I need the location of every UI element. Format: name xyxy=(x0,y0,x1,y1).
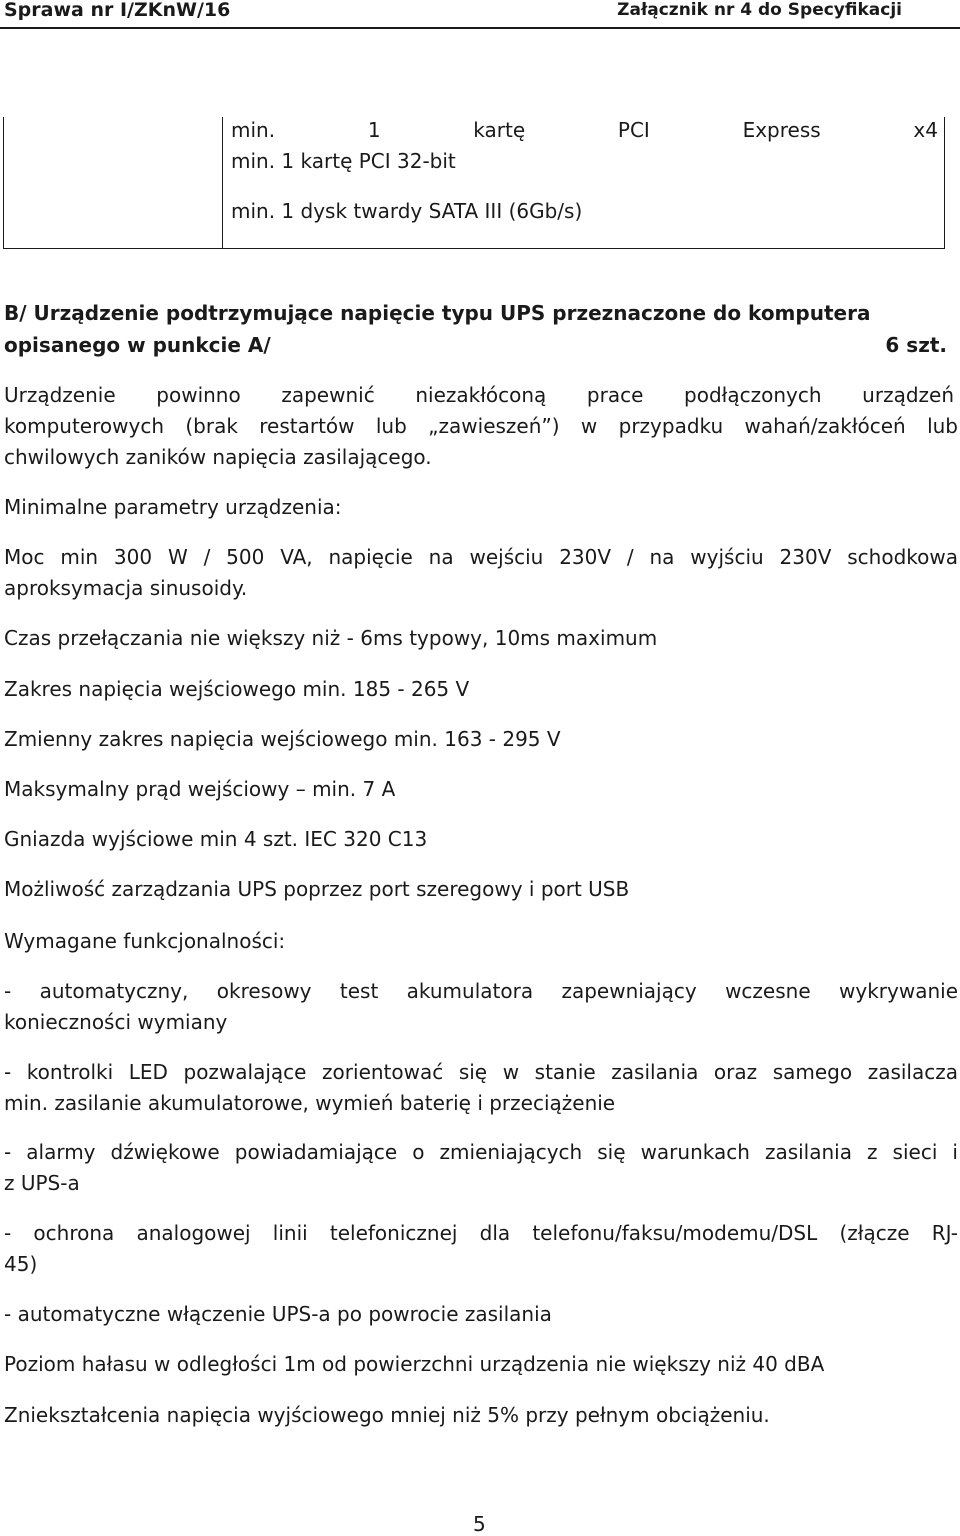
power-spec: aproksymacja sinusoidy. xyxy=(4,576,248,600)
table-cell-line: min. 1 dysk twardy SATA III (6Gb/s) xyxy=(231,199,583,223)
intro-paragraph: Urządzenie powinno zapewnić niezakłóconą prace podłączonych urządzeń xyxy=(4,383,954,407)
function-item: z UPS-a xyxy=(4,1171,80,1195)
max-current: Maksymalny prąd wejściowy – min. 7 A xyxy=(4,777,396,801)
input-range: Zakres napięcia wejściowego min. 185 - 265 V xyxy=(4,677,470,701)
page-number: 5 xyxy=(473,1512,486,1536)
management: Możliwość zarządzania UPS poprzez port szeregowy i port USB xyxy=(4,877,630,901)
table-left-border xyxy=(3,117,4,249)
intro-paragraph: chwilowych zaników napięcia zasilającego. xyxy=(4,445,432,469)
switch-time: Czas przełączania nie większy niż - 6ms typowy, 10ms maximum xyxy=(4,626,658,650)
table-bottom-border xyxy=(3,248,945,249)
table-right-border xyxy=(944,117,945,249)
table-cell-line: min. 1 kartę PCI 32-bit xyxy=(231,149,456,173)
power-spec: Moc min 300 W / 500 VA, napięcie na wejściu 230V / na wyjściu 230V schodkowa xyxy=(4,545,958,569)
section-b-quantity: 6 szt. xyxy=(885,333,947,357)
header-attachment: Załącznik nr 4 do Specyfikacji xyxy=(617,0,902,20)
function-item: konieczności wymiany xyxy=(4,1010,228,1034)
table-divider xyxy=(222,117,223,249)
section-b-title: B/ Urządzenie podtrzymujące napięcie typu UPS przeznaczone do komputera xyxy=(4,301,871,325)
table-cell-line: min. 1 kartę PCI Express x4 xyxy=(231,118,938,142)
function-item: - automatyczny, okresowy test akumulatora zapewniający wczesne wykrywanie xyxy=(4,979,958,1003)
function-item: min. zasilanie akumulatorowe, wymień baterię i przeciążenie xyxy=(4,1091,616,1115)
required-functions-heading: Wymagane funkcjonalności: xyxy=(4,929,286,953)
header-rule xyxy=(0,27,960,29)
section-b-title-cont: opisanego w punkcie A/ xyxy=(4,333,271,357)
function-item: - ochrona analogowej linii telefonicznej dla telefonu/faksu/modemu/DSL (złącze RJ- xyxy=(4,1221,958,1245)
function-item: - automatyczne włączenie UPS-a po powrocie zasilania xyxy=(4,1302,552,1326)
distortion: Zniekształcenia napięcia wyjściowego mniej niż 5% przy pełnym obciążeniu. xyxy=(4,1403,770,1427)
variable-range: Zmienny zakres napięcia wejściowego min. 163 - 295 V xyxy=(4,727,561,751)
function-item: 45) xyxy=(4,1252,38,1276)
function-item: - alarmy dźwiękowe powiadamiające o zmieniających się warunkach zasilania z sieci i xyxy=(4,1140,958,1164)
min-params-heading: Minimalne parametry urządzenia: xyxy=(4,495,342,519)
noise-level: Poziom hałasu w odległości 1m od powierzchni urządzenia nie większy niż 40 dBA xyxy=(4,1352,825,1376)
outlets: Gniazda wyjściowe min 4 szt. IEC 320 C13 xyxy=(4,827,428,851)
intro-paragraph: komputerowych (brak restartów lub „zawieszeń”) w przypadku wahań/zakłóceń lub xyxy=(4,414,958,438)
function-item: - kontrolki LED pozwalające zorientować się w stanie zasilania oraz samego zasilacza xyxy=(4,1060,958,1084)
header-case-number: Sprawa nr I/ZKnW/16 xyxy=(4,0,231,21)
